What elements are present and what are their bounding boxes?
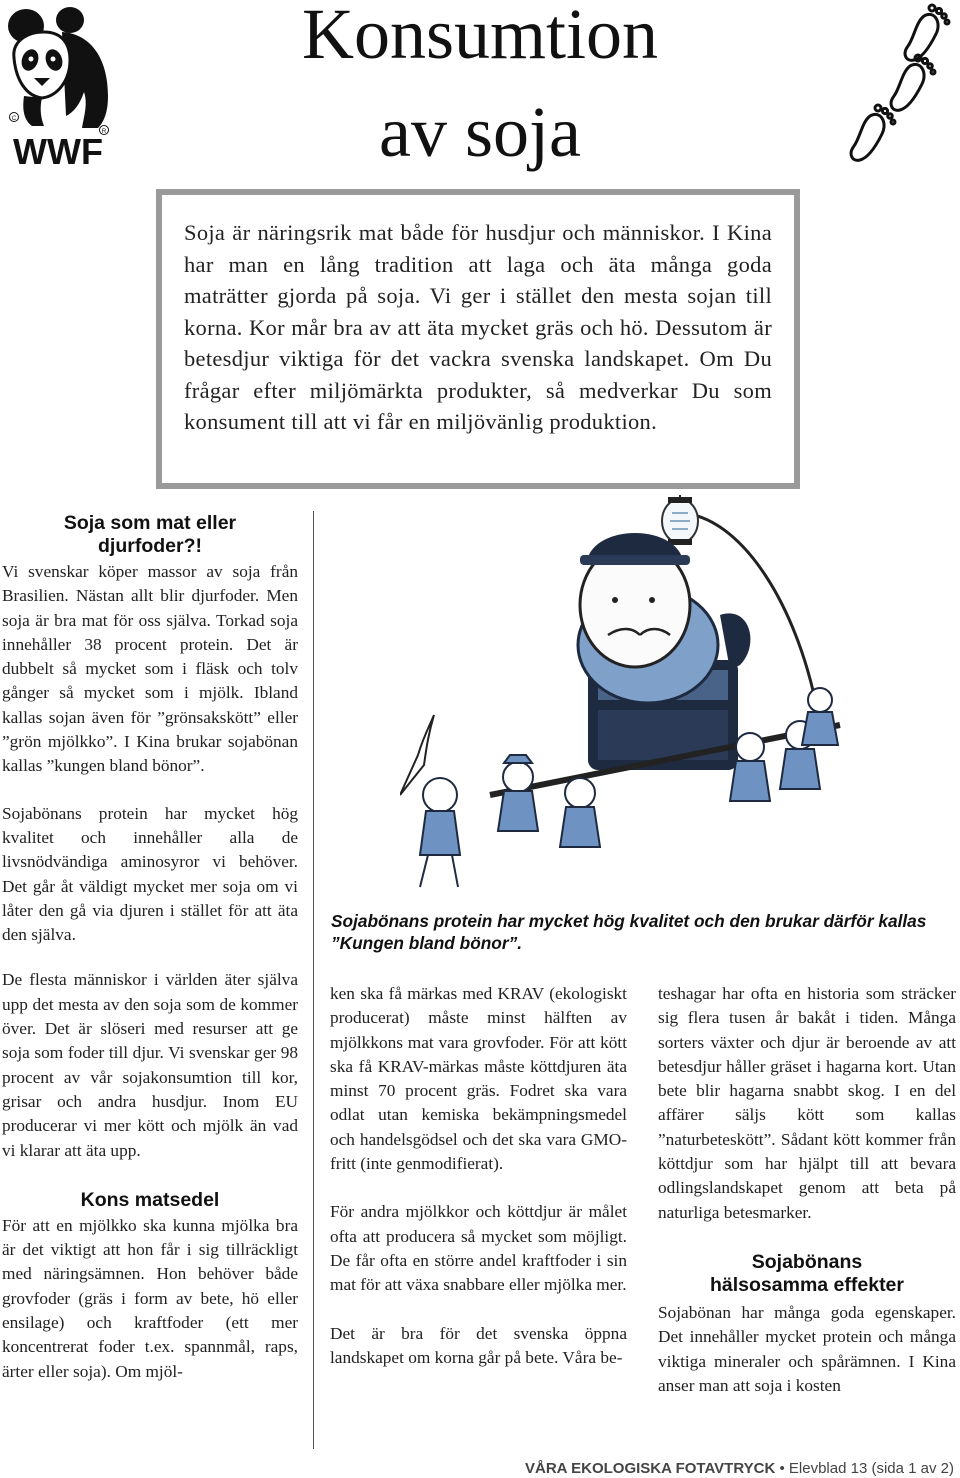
paragraph: teshagar har ofta en historia som sträcker sig flera tusen år bakåt i tiden. Många sorters växter och djur är beroende av att betesdjur håller gräset i hagarna kort. Utan bete blir hagarna snabbt skog. I en del affärer säljs kött som kallas ”naturbeteskött”. Sådant kött kommer från köttdjur som har hjälpt till att bevara odlingslandskapet genom att beta på naturliga betesmarker. bbox=[658, 984, 956, 1222]
paragraph: För att en mjölkko ska kunna mjölka bra är det viktigt att hon får i sig tillräckligt med näringsämnen. Hon behöver både grovfoder (gräs i form av bete, hö eller ensilage) och kraftfoder (ett mer koncentrerat foder t.ex. spannmål, raps, ärter eller soja). Om mjöl- bbox=[2, 1215, 298, 1381]
paragraph: De flesta människor i världen äter själva upp det mesta av den soja som de kommer över. Det är slöseri med resurser att ge soja som foder till djur. Vi svenskar ger 98 procent av vår sojakonsumtion till kor, grisar och andra husdjur. Inom EU producerar vi mer kött och mjölk än vad vi klarar att äta upp. bbox=[2, 970, 298, 1160]
column-divider bbox=[313, 511, 314, 1449]
illustration-caption: Sojabönans protein har mycket hög kvalitet och den brukar därför kallas ”Kungen bland bönor”. bbox=[331, 911, 927, 953]
page-title-line-1: Konsumtion bbox=[301, 0, 659, 74]
svg-text:R: R bbox=[101, 129, 107, 135]
king-of-beans-illustration bbox=[400, 495, 930, 895]
footer-sheet: Elevblad 13 (sida 1 av 2) bbox=[788, 1460, 954, 1477]
page-title-line-2: av soja bbox=[379, 92, 581, 172]
paragraph: ken ska få märkas med KRAV (ekologiskt producerat) måste minst hälften av mjölkkons mat vara grovfoder. För att kött ska få KRAV-märkas måste köttdjuren äta minst 70 procent gräs. Fodret ska vara odlat utan kemiska bekämpningsmedel och handelsgödsel och det ska vara GMO-fritt (inte genmodifierat). bbox=[330, 984, 627, 1174]
page-footer bbox=[525, 1460, 954, 1478]
heading-halsosamma-effekter: Sojabönans hälsosamma effekter bbox=[709, 1250, 904, 1296]
column-right bbox=[658, 982, 956, 1419]
wwf-wordmark: WWF bbox=[13, 131, 103, 166]
paragraph: Vi svenskar köper massor av soja från Brasilien. Nästan allt blir djurfoder. Men soja är bra mat för oss själva. Torkad soja innehåller 38 procent protein. Det är dubbelt så mycket som i fläsk och tolv gånger så mycket som i mjölk. Ibland kallas sojan även för ”grönsakskött” eller ”grön mjölkko”. I Kina brukar sojabönan kallas ”kungen bland bönor”. bbox=[2, 562, 298, 776]
paragraph: Sojabönans protein har mycket hög kvalitet och innehåller alla de livsnödvändiga aminosyror vi behöver. Det går åt väldigt mycket mer soja om vi låter den gå via djuren i stället för att äta den själva. bbox=[2, 803, 298, 945]
footer-series: VÅRA EKOLOGISKA FOTAVTRYCK bbox=[525, 1460, 776, 1477]
intro-box bbox=[156, 189, 800, 489]
column-middle bbox=[330, 982, 627, 1391]
wwf-logo bbox=[4, 4, 116, 166]
paragraph: För andra mjölkkor och köttdjur är målet ofta att producera så mycket som möjligt. De får ofta en större andel kraftfoder i sin mat för att växa snabbare eller mjölka mer. bbox=[330, 1202, 627, 1295]
intro-text: Soja är näringsrik mat både för husdjur och människor. I Kina har man en lång tradition att laga och äta många goda maträtter gjorda på soja. Vi ger i stället den mesta sojan till korna. Kor mår bra av att äta mycket gräs och hö. Dessutom är betesdjur viktiga för det vackra svenska landskapet. Om Du frågar efter miljömärkta produkter, så medverkar Du som konsument till att vi får en miljövänlig produktion. bbox=[184, 220, 772, 434]
svg-text:C: C bbox=[11, 116, 17, 122]
heading-kons-matsedel: Kons matsedel bbox=[80, 1188, 220, 1211]
column-left bbox=[2, 512, 298, 1405]
footer-separator: • bbox=[779, 1460, 785, 1477]
footprints-icon bbox=[842, 0, 960, 168]
panda-icon bbox=[4, 4, 116, 166]
heading-soja-som-mat: Soja som mat eller djurfoder?! bbox=[63, 512, 237, 557]
paragraph: Det är bra för det svenska öppna landskapet om korna går på bete. Våra be- bbox=[330, 1323, 627, 1367]
paragraph: Sojabönan har många goda egenskaper. Det innehåller mycket protein och många viktiga mineraler och spårämnen. I Kina anser man att soja i kosten bbox=[658, 1302, 956, 1395]
